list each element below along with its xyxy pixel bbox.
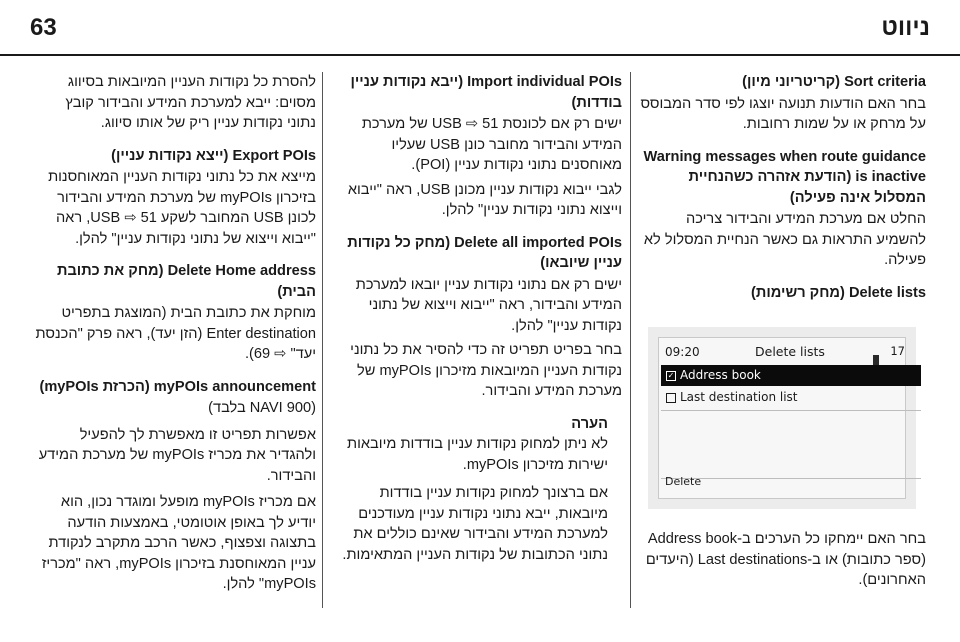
sort-criteria-heading: Sort criteria (קריטריוני מיון) <box>742 74 926 90</box>
import-pois-heading: Import individual POIs (ייבא נקודות עניין בודדות) <box>350 74 622 111</box>
screen-title: Delete lists <box>755 344 825 359</box>
delete-lists-screen <box>648 327 916 509</box>
page-header <box>0 0 960 64</box>
delete-home-text: מוחקת את כתובת הבית (המוצגת בתפריט Enter destination (הזן יעד), ראה פרק "הכנסת יעד" ⇨ 69). <box>35 305 316 362</box>
screen-delete-softkey[interactable]: Delete <box>665 474 702 488</box>
header-rule <box>0 54 960 56</box>
note-text: לא ניתן למחוק נקודות עניין בודדות מיובאות ישירות מזיכרון myPOIs. <box>347 436 608 473</box>
checkbox-icon: ✓ <box>667 370 675 380</box>
note-title: הערה <box>571 415 608 432</box>
middle-column <box>330 72 622 573</box>
page-number: 63 <box>30 14 57 41</box>
warning-messages-heading: Warning messages when route guidance is inactive (הודעת אזהרה כשהנחיית המסלול אינה פעילה) <box>643 148 926 206</box>
import-pois-text-2: לגבי ייבוא נקודות עניין מכונן USB, ראה "ייבוא וייצוא נתוני נקודות עניין" להלן. <box>347 181 622 218</box>
export-pois-text: מייצא את כל נתוני נקודות העניין המאוחסנות בזיכרון myPOIs של מערכת המידע והבידור לכונן USB המחובר לשקע USB ⇨ 51, ראה "ייבוא וייצוא של נתוני נקודות עניין" להלן. <box>48 169 316 247</box>
warning-messages-text: החלט אם מערכת המידע והבידור צריכה להשמיע התראות גם כאשר הנחיית המסלול לא פעילה. <box>643 211 926 268</box>
column-divider <box>322 72 323 608</box>
delete-imported-heading: Delete all imported POIs (מחק כל נקודות עניין שיובאו) <box>347 234 622 271</box>
remove-category-text: להסרת כל נקודות העניין המיובאות בסיווג מסוים: ייבא למערכת המידע והבידור קובץ נתוני נקודות עניין ריק של אותו סיווג. <box>65 74 316 131</box>
announcement-text-2: אם מכריז myPOIs מופעל ומוגדר נכון, הוא יודיע לך באופן אוטומטי, באמצעות הודעה בתצוגה וצפצוף, כאשר הרכב מתקרב לנקודת עניין המאוחסנת בזיכרון myPOIs, ראה "מכריז myPOIs" להלן. <box>41 494 316 592</box>
option-last-destination-list[interactable] <box>661 387 921 408</box>
left-column <box>34 72 316 607</box>
option-address-book[interactable] <box>661 365 921 386</box>
import-pois-text: ישים רק אם לכונסת USB ⇨ 51 של מערכת המידע והבידור מחובר כונן USB שעליו מאוחסנים נתוני נקודות עניין (POI). <box>361 116 622 173</box>
delete-home-heading: Delete Home address (מחק את כתובת הבית) <box>56 263 316 300</box>
screen-divider <box>661 410 921 411</box>
announcement-text: אפשרות תפריט זו מאפשרת לך להפעיל ולהגדיר את מכריז myPOIs של מערכת המידע והבידור. <box>38 426 316 484</box>
screen-display <box>658 337 906 499</box>
note-text-2: אם ברצונך למחוק נקודות עניין בודדות מיובאות, ייבא נתוני נקודות עניין מעודכנים למערכת המידע והבידור שאינם כוללים את נתוני הכתובות של נקודות העניין המתאימות. <box>342 485 608 563</box>
checkbox-icon <box>666 393 676 403</box>
delete-imported-text: ישים רק אם נתוני נקודות עניין יובאו למערכת המידע והבידור, ראה "ייבוא וייצוא של נתוני נקודות עניין" להלן. <box>355 276 622 334</box>
option-address-book-label: Address book <box>680 368 761 383</box>
column-divider <box>630 72 631 608</box>
sort-criteria-text: בחר האם הודעות תנועה יוצגו לפי סדר המבוסס על מרחק או על שמות רחובות. <box>640 95 926 132</box>
option-last-destination-label: Last destination list <box>680 390 798 405</box>
delete-lists-text: בחר האם יימחקו כל הערכים ב-Address book (ספר כתובות) או ב-Last destinations (היעדים האחרונים). <box>645 531 926 588</box>
right-column <box>638 72 926 603</box>
page-title: ניווט <box>881 14 930 41</box>
announcement-heading: myPOIs announcement (הכרזת myPOIs) <box>39 378 316 395</box>
temperature-value: 17 <box>890 344 905 358</box>
screen-time: 09:20 <box>665 345 700 359</box>
export-pois-heading: Export POIs (ייצא נקודות עניין) <box>111 147 316 164</box>
delete-imported-text-2: בחר בפריט תפריט זה כדי להסיר את כל נתוני נקודות העניין המיובאות מזיכרון myPOIs של מערכת המידע והבידור. <box>350 342 622 399</box>
announcement-subheading: (NAVI 900 בלבד) <box>208 400 316 416</box>
delete-lists-heading: Delete lists (מחק רשימות) <box>751 284 926 301</box>
